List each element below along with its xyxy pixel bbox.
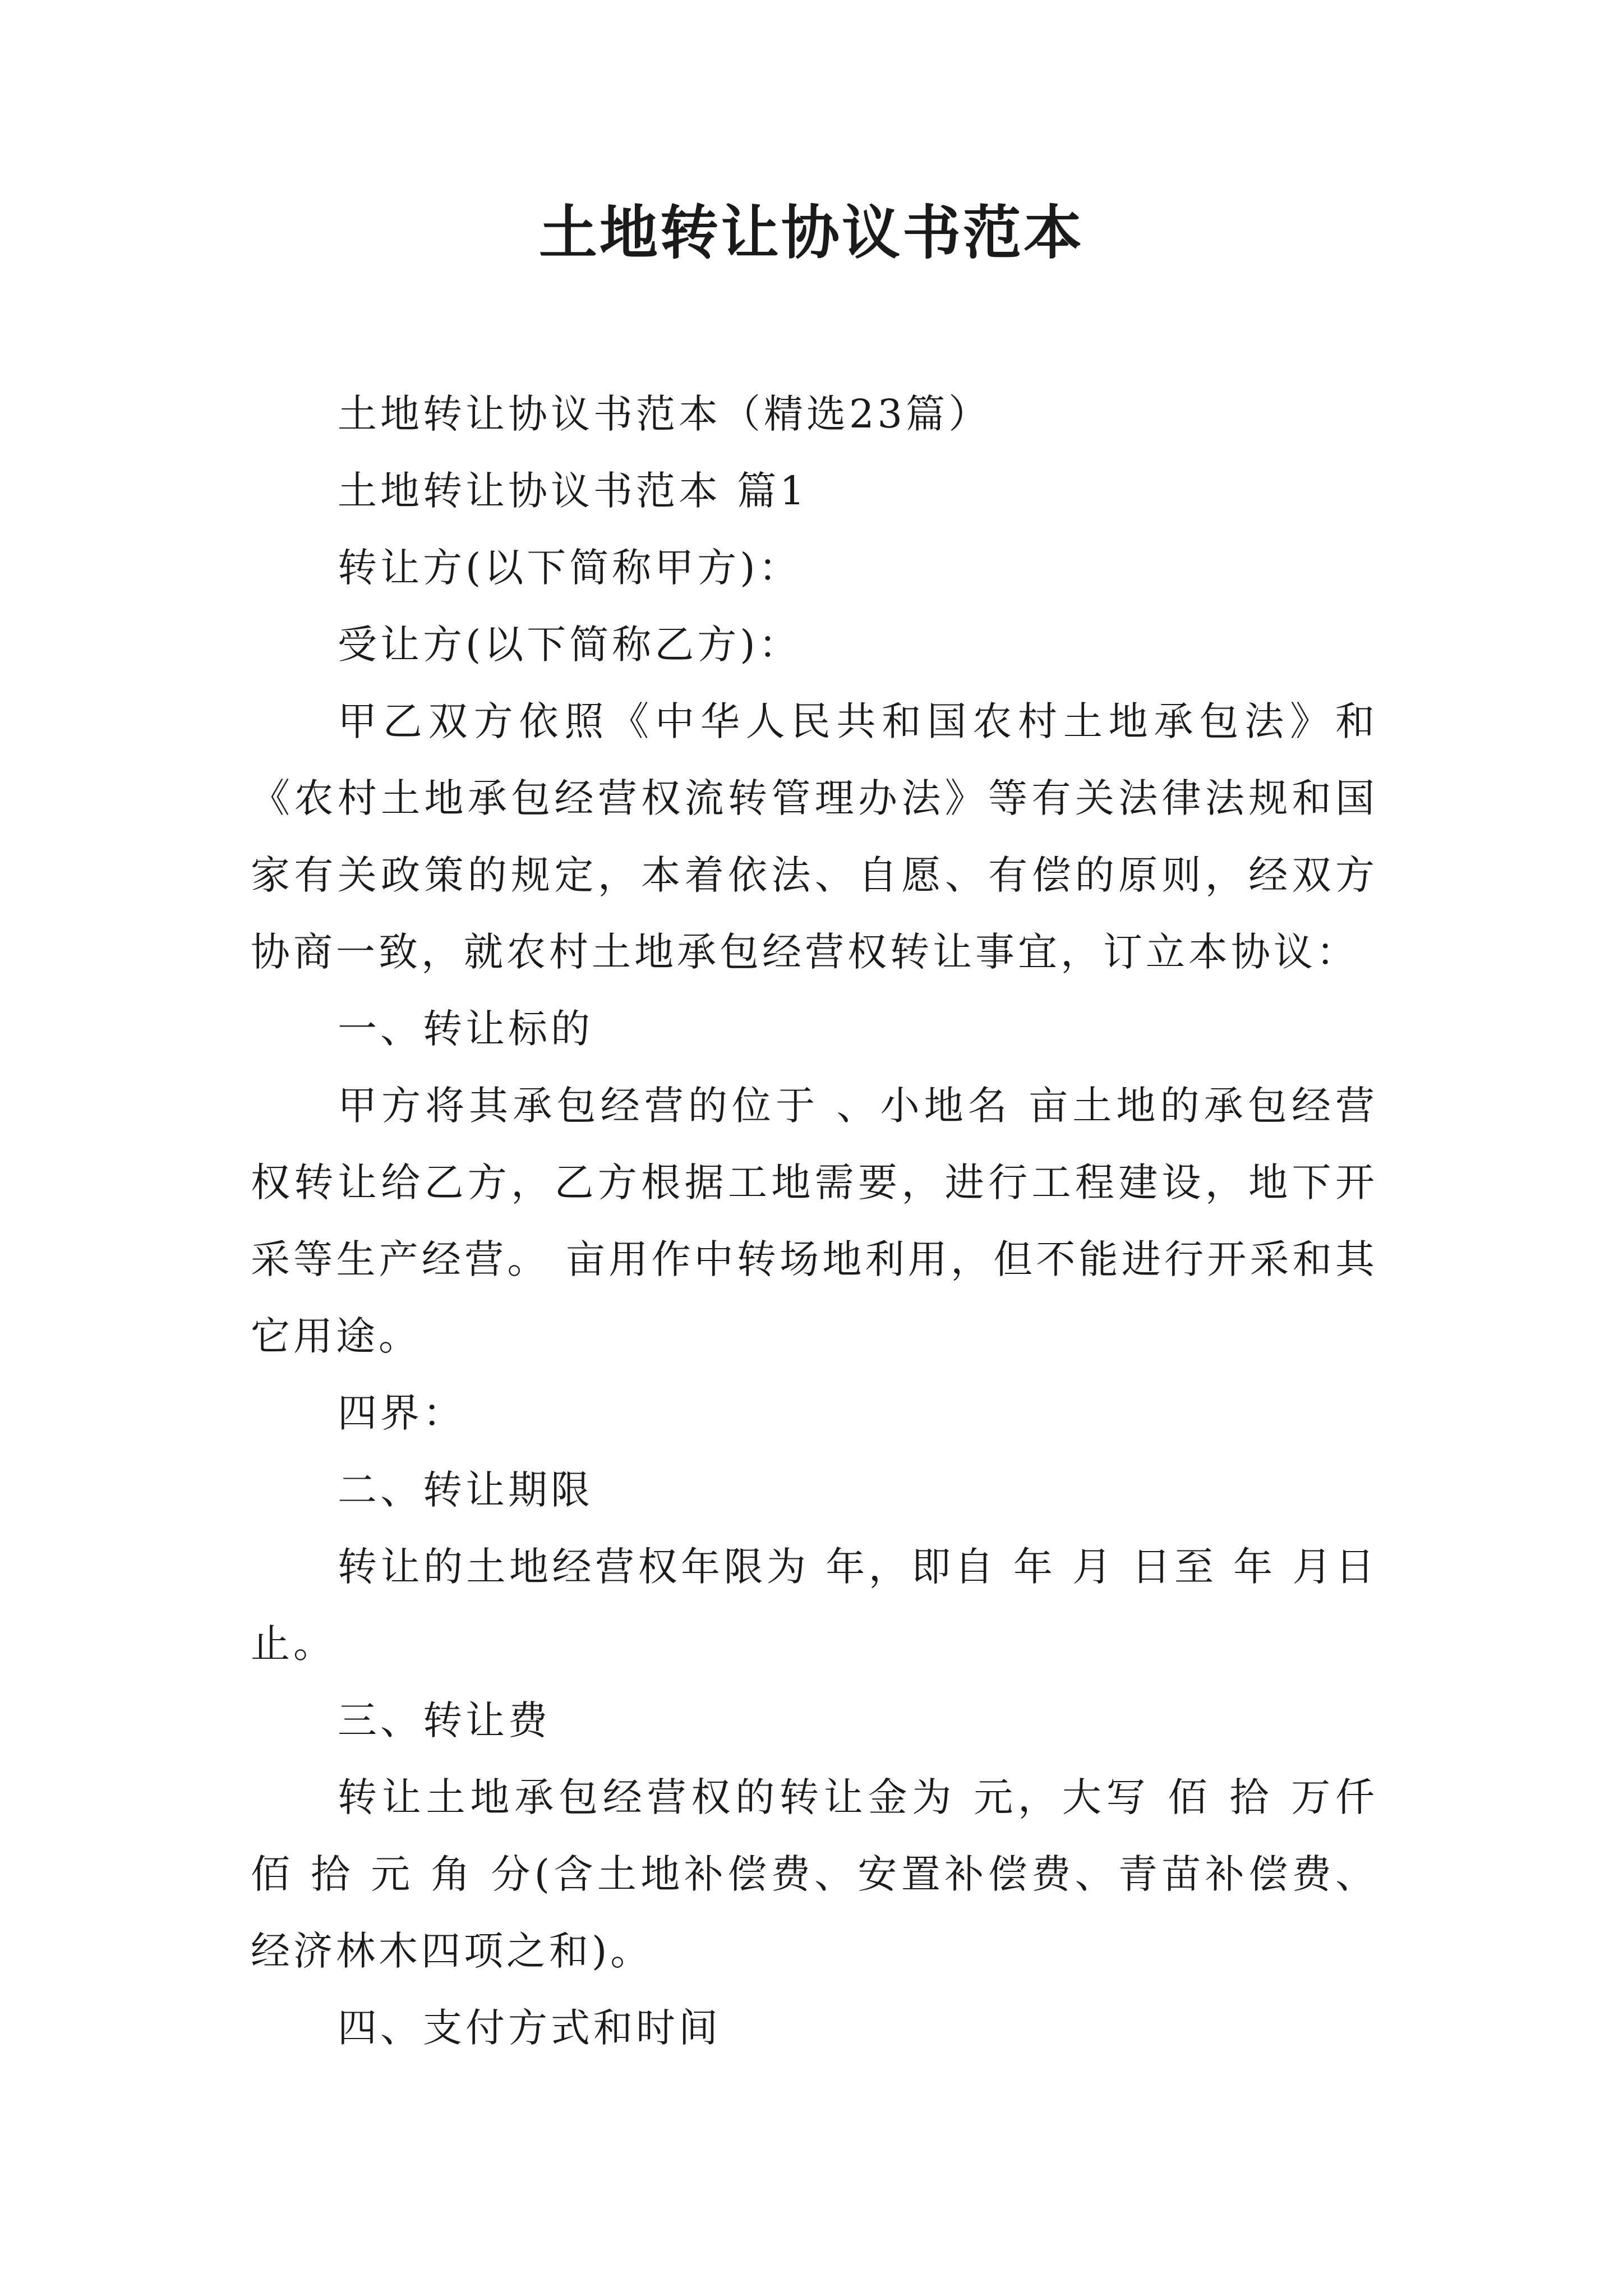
clause-heading-2: 二、转让期限 bbox=[338, 1467, 593, 1513]
clause-heading-1: 一、转让标的 bbox=[338, 1006, 593, 1052]
clause-body-2: 转让的土地经营权年限为 年，即自 年 月 日至 年 月日止。 bbox=[251, 1544, 1378, 1667]
boundaries-line: 四界： bbox=[338, 1390, 465, 1436]
transferee-line: 受让方(以下简称乙方)： bbox=[338, 622, 801, 668]
preamble-paragraph: 甲乙双方依照《中华人民共和国农村土地承包法》和《农村土地承包经营权流转管理办法》等有关法律法规和国家有关政策的规定，本着依法、自愿、有偿的原则，经双方协商一致，就农村土地承包经营权转让事宜，订立本协议： bbox=[251, 698, 1378, 975]
clause-body-3: 转让土地承包经营权的转让金为 元，大写 佰 拾 万仟 佰 拾 元 角 分(含土地补偿费、安置补偿费、青苗补偿费、经济林木四项之和)。 bbox=[251, 1774, 1378, 1974]
clause-body-1: 甲方将其承包经营的位于 、小地名 亩土地的承包经营权转让给乙方，乙方根据工地需要，进行工程建设，地下开采等生产经营。 亩用作中转场地利用，但不能进行开采和其它用途。 bbox=[251, 1083, 1378, 1359]
section-label: 土地转让协议书范本 篇1 bbox=[338, 468, 808, 514]
clause-heading-3: 三、转让费 bbox=[338, 1697, 551, 1743]
document-title: 土地转让协议书范本 bbox=[538, 198, 1084, 267]
clause-heading-4: 四、支付方式和时间 bbox=[338, 2005, 721, 2051]
document-body bbox=[251, 376, 1378, 2067]
transferor-line: 转让方(以下简称甲方)： bbox=[338, 545, 801, 591]
subtitle-paragraph: 土地转让协议书范本（精选23篇） bbox=[338, 391, 992, 437]
